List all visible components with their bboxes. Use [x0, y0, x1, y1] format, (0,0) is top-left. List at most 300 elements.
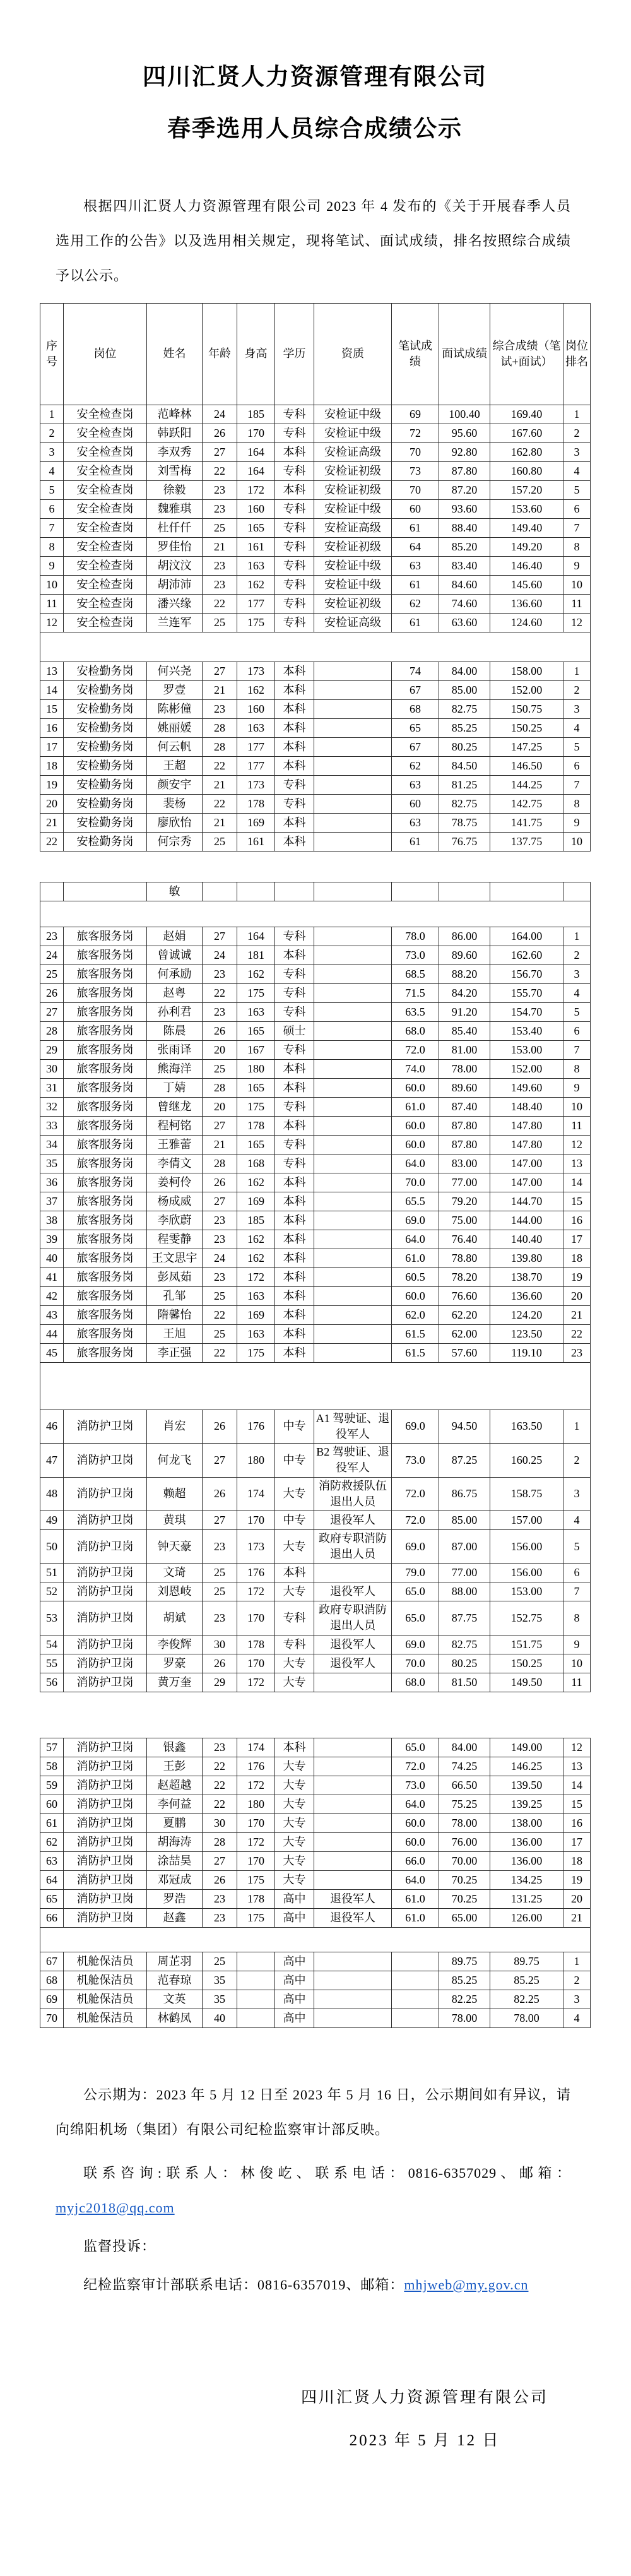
table-cell: 1	[563, 1952, 591, 1971]
table-cell: 消防护卫岗	[64, 1529, 147, 1563]
table-cell: 陈彬僮	[147, 699, 203, 718]
table-cell: 安全检查岗	[64, 613, 147, 632]
table-row	[40, 699, 591, 718]
table-cell: 175	[237, 983, 275, 1002]
table-cell: 21	[40, 813, 64, 832]
table-row	[40, 882, 591, 901]
table-cell: 49	[40, 1511, 64, 1529]
table-cell: 61	[40, 1813, 64, 1832]
table-row	[40, 1795, 591, 1813]
table-cell	[314, 680, 392, 699]
table-cell: 赵鑫	[147, 1908, 203, 1927]
table-cell: 68.0	[392, 1673, 439, 1692]
table-cell: 25	[203, 1324, 237, 1343]
table-cell: 安检勤务岗	[64, 775, 147, 794]
table-cell: 69.0	[392, 1211, 439, 1230]
table-cell: 5	[563, 1002, 591, 1021]
table-cell: 155.70	[490, 983, 563, 1002]
table-cell: 黄万奎	[147, 1673, 203, 1692]
table-cell: 消防护卫岗	[64, 1851, 147, 1870]
table-cell: 黄琪	[147, 1511, 203, 1529]
table-cell	[314, 1738, 392, 1757]
table-cell: 61	[392, 518, 439, 537]
table-cell: 74.0	[392, 1059, 439, 1078]
table-cell: 175	[237, 613, 275, 632]
spacer-row	[40, 1362, 591, 1410]
table-cell: 3	[563, 1990, 591, 2009]
column-header: 综合成绩（笔试+面试）	[490, 303, 563, 405]
table-cell: 23	[203, 1230, 237, 1249]
table-cell: 22	[203, 1757, 237, 1776]
table-cell: 67	[392, 680, 439, 699]
score-table-segment	[40, 1738, 591, 2028]
table-row	[40, 1635, 591, 1654]
table-cell: 163	[237, 1002, 275, 1021]
table-cell	[392, 882, 439, 901]
table-cell: 48	[40, 1477, 64, 1511]
table-cell: 专科	[275, 1040, 314, 1059]
table-cell: 消防护卫岗	[64, 1908, 147, 1927]
table-cell: 王雅蕾	[147, 1135, 203, 1154]
table-cell	[563, 882, 591, 901]
table-cell: 163	[237, 556, 275, 575]
table-cell	[314, 1173, 392, 1192]
table-cell: 89.60	[439, 946, 490, 965]
table-cell: 63	[392, 813, 439, 832]
table-cell: 专科	[275, 1135, 314, 1154]
publicity-period-paragraph: 公示期为：2023 年 5 月 12 日至 2023 年 5 月 16 日，公示期间如有异议，请向绵阳机场（集团）有限公司纪检监察审计部反映。	[56, 2086, 571, 2137]
table-cell: 23	[203, 1267, 237, 1286]
table-cell: 16	[40, 718, 64, 737]
table-cell: 刘雪梅	[147, 461, 203, 480]
table-cell: 姜柯伶	[147, 1173, 203, 1192]
table-cell: 87.80	[439, 1135, 490, 1154]
table-cell: 68.0	[392, 1021, 439, 1040]
table-cell	[314, 1564, 392, 1582]
table-cell: 旅客服务岗	[64, 1040, 147, 1059]
table-cell: 消防护卫岗	[64, 1757, 147, 1776]
table-cell: 5	[40, 480, 64, 499]
table-cell: 180	[237, 1444, 275, 1477]
table-cell	[392, 1990, 439, 2009]
table-cell: 安检勤务岗	[64, 794, 147, 813]
table-cell: 本科	[275, 1211, 314, 1230]
table-cell: 安检证初级	[314, 537, 392, 556]
table-row	[40, 1776, 591, 1795]
spacer-row	[40, 632, 591, 662]
table-cell: 63	[392, 775, 439, 794]
table-cell: 67	[392, 737, 439, 756]
table-cell	[314, 1211, 392, 1230]
table-row	[40, 1511, 591, 1529]
table-cell: 88.20	[439, 965, 490, 983]
table-cell: 80.25	[439, 1654, 490, 1673]
table-cell	[314, 1040, 392, 1059]
table-cell: 23	[203, 1211, 237, 1230]
contact-paragraph	[56, 2156, 571, 2225]
table-cell	[314, 1952, 392, 1971]
table-cell: 26	[40, 983, 64, 1002]
table-cell: 张雨译	[147, 1040, 203, 1059]
signature-company: 四川汇贤人力资源管理有限公司	[300, 2389, 548, 2406]
table-cell: 安检证中级	[314, 575, 392, 594]
table-row	[40, 1002, 591, 1021]
table-row	[40, 1267, 591, 1286]
table-cell: 25	[203, 1564, 237, 1582]
table-cell: 165	[237, 1078, 275, 1097]
table-cell: 54	[40, 1635, 64, 1654]
table-cell: 6	[563, 1564, 591, 1582]
table-cell: 57	[40, 1738, 64, 1757]
table-cell: 消防护卫岗	[64, 1832, 147, 1851]
table-cell: 148.40	[490, 1097, 563, 1116]
table-cell: 23	[203, 1529, 237, 1563]
table-cell: 141.75	[490, 813, 563, 832]
table-cell: 152.00	[490, 1059, 563, 1078]
table-cell: 64.0	[392, 1230, 439, 1249]
table-row	[40, 718, 591, 737]
table-cell	[314, 756, 392, 775]
table-cell: 75.25	[439, 1795, 490, 1813]
table-cell: 32	[40, 1097, 64, 1116]
table-cell: 2	[563, 946, 591, 965]
table-cell: 79.20	[439, 1192, 490, 1211]
table-cell: 7	[563, 1040, 591, 1059]
table-cell	[237, 1990, 275, 2009]
table-cell: 本科	[275, 737, 314, 756]
table-cell	[314, 1813, 392, 1832]
table-row	[40, 1582, 591, 1601]
table-cell	[314, 1795, 392, 1813]
table-cell: 罗浩	[147, 1889, 203, 1908]
table-cell: 173	[237, 775, 275, 794]
table-cell: 31	[40, 1078, 64, 1097]
table-cell: 170	[237, 1601, 275, 1635]
table-cell: 162	[237, 1249, 275, 1267]
table-cell: 72	[392, 424, 439, 442]
table-cell: 9	[40, 556, 64, 575]
table-cell: 43	[40, 1305, 64, 1324]
table-cell: 安全检查岗	[64, 424, 147, 442]
table-cell: 150.75	[490, 699, 563, 718]
table-cell: 专科	[275, 794, 314, 813]
table-cell: 82.25	[490, 1990, 563, 2009]
table-cell: 21	[563, 1305, 591, 1324]
table-cell	[314, 1002, 392, 1021]
table-cell: 162	[237, 1230, 275, 1249]
table-cell: 64	[40, 1870, 64, 1889]
table-cell: 周芷羽	[147, 1952, 203, 1971]
table-cell: 149.20	[490, 537, 563, 556]
column-header: 面试成绩	[439, 303, 490, 405]
table-row	[40, 1757, 591, 1776]
table-cell: 139.80	[490, 1249, 563, 1267]
table-cell: 本科	[275, 480, 314, 499]
table-cell: 专科	[275, 594, 314, 613]
table-cell: 消防护卫岗	[64, 1582, 147, 1601]
table-cell: 退役军人	[314, 1582, 392, 1601]
table-cell: 178	[237, 1635, 275, 1654]
table-cell: 72.0	[392, 1477, 439, 1511]
table-cell: 王文思宇	[147, 1249, 203, 1267]
table-cell: 136.00	[490, 1851, 563, 1870]
table-cell: 172	[237, 1776, 275, 1795]
table-cell: 本科	[275, 756, 314, 775]
table-cell: 1	[563, 662, 591, 680]
table-cell: 27	[40, 1002, 64, 1021]
table-cell: 大专	[275, 1870, 314, 1889]
table-cell: 银鑫	[147, 1738, 203, 1757]
table-cell: 姚丽媛	[147, 718, 203, 737]
table-cell: 142.75	[490, 794, 563, 813]
table-cell: 3	[563, 699, 591, 718]
table-cell: 29	[40, 1040, 64, 1059]
table-cell: 安全检查岗	[64, 537, 147, 556]
table-cell: 55	[40, 1654, 64, 1673]
table-cell: 邓冠成	[147, 1870, 203, 1889]
table-cell	[314, 1249, 392, 1267]
signature-date: 2023 年 5 月 12 日	[349, 2431, 500, 2449]
table-cell: 83.00	[439, 1154, 490, 1173]
table-cell: 162.80	[490, 442, 563, 461]
table-row	[40, 1952, 591, 1971]
table-cell: 162	[237, 575, 275, 594]
table-row	[40, 1154, 591, 1173]
table-cell: 旅客服务岗	[64, 927, 147, 946]
table-cell	[314, 1097, 392, 1116]
table-cell: 9	[563, 556, 591, 575]
table-cell: 93.60	[439, 499, 490, 518]
table-cell: 85.25	[439, 1971, 490, 1990]
spacer-row	[40, 1927, 591, 1952]
table-cell: 27	[203, 1116, 237, 1135]
table-cell: 本科	[275, 1173, 314, 1192]
table-cell: 消防护卫岗	[64, 1601, 147, 1635]
table-cell: 消防救援队伍退出人员	[314, 1477, 392, 1511]
table-cell: 153.40	[490, 1021, 563, 1040]
table-cell: 11	[40, 594, 64, 613]
table-cell: 126.00	[490, 1908, 563, 1927]
table-cell: 何兴尧	[147, 662, 203, 680]
table-cell: 22	[203, 1776, 237, 1795]
discipline-email-link[interactable]: mhjweb@my.gov.cn	[404, 2276, 529, 2293]
table-cell: 王彭	[147, 1757, 203, 1776]
table-cell: 136.60	[490, 1286, 563, 1305]
column-header: 岗位	[64, 303, 147, 405]
table-cell: 61.0	[392, 1889, 439, 1908]
table-row	[40, 499, 591, 518]
table-cell: 139.50	[490, 1776, 563, 1795]
table-cell: 专科	[275, 983, 314, 1002]
table-cell: 87.75	[439, 1601, 490, 1635]
table-cell: 安全检查岗	[64, 405, 147, 424]
column-header: 身高	[237, 303, 275, 405]
table-cell: 7	[563, 775, 591, 794]
table-cell: 14	[563, 1776, 591, 1795]
table-cell: 169	[237, 1305, 275, 1324]
table-cell: 60.0	[392, 1135, 439, 1154]
table-cell: 153.00	[490, 1040, 563, 1059]
table-cell: 60	[392, 794, 439, 813]
table-cell: B2 驾驶证、退役军人	[314, 1444, 392, 1477]
table-cell: 51	[40, 1564, 64, 1582]
table-cell: 安检证高级	[314, 518, 392, 537]
table-cell: 7	[563, 518, 591, 537]
table-cell: 消防护卫岗	[64, 1776, 147, 1795]
table-cell: 2	[563, 424, 591, 442]
table-cell: 曾继龙	[147, 1097, 203, 1116]
table-cell: 162	[237, 965, 275, 983]
table-cell: 165	[237, 518, 275, 537]
table-cell	[314, 1267, 392, 1286]
table-cell: 2	[563, 680, 591, 699]
table-row	[40, 2009, 591, 2027]
table-cell: 17	[563, 1832, 591, 1851]
table-cell: 6	[563, 756, 591, 775]
table-cell: 73.0	[392, 1444, 439, 1477]
table-cell: 23	[40, 927, 64, 946]
table-cell: 62.20	[439, 1305, 490, 1324]
table-cell: 61.0	[392, 1097, 439, 1116]
table-row	[40, 1305, 591, 1324]
column-header: 岗位排名	[563, 303, 591, 405]
table-cell: 70.0	[392, 1654, 439, 1673]
table-row	[40, 680, 591, 699]
table-cell: 7	[563, 1582, 591, 1601]
table-cell: 7	[40, 518, 64, 537]
table-cell: 文英	[147, 1990, 203, 2009]
table-cell: 167.60	[490, 424, 563, 442]
table-cell: 24	[203, 946, 237, 965]
table-cell: 60.5	[392, 1267, 439, 1286]
table-cell: 144.70	[490, 1192, 563, 1211]
table-cell	[314, 737, 392, 756]
table-row	[40, 1230, 591, 1249]
table-cell: 18	[563, 1851, 591, 1870]
table-cell: 69.0	[392, 1410, 439, 1443]
table-row	[40, 1813, 591, 1832]
table-cell: 30	[203, 1813, 237, 1832]
table-cell: 163.50	[490, 1410, 563, 1443]
table-row	[40, 1173, 591, 1192]
table-row	[40, 594, 591, 613]
contact-email-link[interactable]: myjc2018@qq.com	[56, 2199, 175, 2216]
table-row	[40, 1889, 591, 1908]
table-cell: 29	[203, 1673, 237, 1692]
table-cell: 178	[237, 1116, 275, 1135]
discipline-text: 纪检监察审计部联系电话：0816-6357019、邮箱：	[83, 2276, 404, 2293]
table-cell: 35	[203, 1971, 237, 1990]
table-cell: 172	[237, 1673, 275, 1692]
table-cell	[314, 1757, 392, 1776]
table-cell: 22	[203, 1343, 237, 1362]
table-cell: 161	[237, 537, 275, 556]
table-cell: 廖欣怡	[147, 813, 203, 832]
table-cell: 140.40	[490, 1230, 563, 1249]
table-cell: 消防护卫岗	[64, 1738, 147, 1757]
table-cell: 旅客服务岗	[64, 1059, 147, 1078]
intro-paragraph: 根据四川汇贤人力资源管理有限公司 2023 年 4 发布的《关于开展春季人员选用工作的公告》以及选用相关规定，现将笔试、面试成绩，排名按照综合成绩予以公示。	[56, 198, 571, 283]
table-cell: 30	[40, 1059, 64, 1078]
table-cell: 85.25	[439, 718, 490, 737]
table-cell: 76.40	[439, 1230, 490, 1249]
table-cell: 60.0	[392, 1813, 439, 1832]
table-cell: 24	[203, 1249, 237, 1267]
table-cell: 45	[40, 1343, 64, 1362]
table-cell: 64.0	[392, 1795, 439, 1813]
table-cell: 170	[237, 1511, 275, 1529]
table-cell: 10	[563, 1097, 591, 1116]
table-cell: 89.75	[490, 1952, 563, 1971]
score-table-segment	[40, 303, 591, 852]
table-cell: 21	[563, 1908, 591, 1927]
table-cell	[237, 1952, 275, 1971]
table-cell: 本科	[275, 1078, 314, 1097]
table-cell: 4	[563, 718, 591, 737]
table-cell: 高中	[275, 1908, 314, 1927]
table-cell: 162.60	[490, 946, 563, 965]
table-cell: 170	[237, 1813, 275, 1832]
table-cell: 潘兴缘	[147, 594, 203, 613]
table-cell	[314, 2009, 392, 2027]
table-cell: 60.0	[392, 1116, 439, 1135]
table-cell: 李双秀	[147, 442, 203, 461]
table-cell: 158.00	[490, 662, 563, 680]
table-cell: 本科	[275, 1267, 314, 1286]
table-cell	[392, 1971, 439, 1990]
table-cell: 35	[40, 1154, 64, 1173]
table-cell: 65.0	[392, 1738, 439, 1757]
table-cell: 85.00	[439, 1511, 490, 1529]
table-cell: 5	[563, 1529, 591, 1563]
doc-title-company: 四川汇贤人力资源管理有限公司	[143, 64, 487, 90]
table-cell: 退役军人	[314, 1511, 392, 1529]
table-cell: 安检证中级	[314, 405, 392, 424]
table-cell: 100.40	[439, 405, 490, 424]
table-cell: 82.75	[439, 699, 490, 718]
table-cell: 175	[237, 1097, 275, 1116]
table-cell: 3	[40, 442, 64, 461]
table-cell: 28	[203, 737, 237, 756]
table-cell: 20	[203, 1097, 237, 1116]
table-cell: 10	[40, 575, 64, 594]
table-row	[40, 1324, 591, 1343]
table-cell: 154.70	[490, 1002, 563, 1021]
table-row	[40, 813, 591, 832]
table-cell: 4	[40, 461, 64, 480]
table-cell: 28	[203, 1154, 237, 1173]
table-cell: 145.60	[490, 575, 563, 594]
table-cell: 22	[203, 1305, 237, 1324]
table-row	[40, 1021, 591, 1040]
table-cell	[314, 1832, 392, 1851]
table-cell: 66.0	[392, 1851, 439, 1870]
table-cell	[314, 1078, 392, 1097]
table-cell: 专科	[275, 1002, 314, 1021]
table-cell: 22	[203, 1795, 237, 1813]
table-cell: 安全检查岗	[64, 480, 147, 499]
table-cell: 旅客服务岗	[64, 1267, 147, 1286]
table-cell: 11	[563, 1116, 591, 1135]
table-cell: 硕士	[275, 1021, 314, 1040]
table-cell: 政府专职消防退出人员	[314, 1601, 392, 1635]
table-cell: 旅客服务岗	[64, 946, 147, 965]
table-cell: 26	[203, 1870, 237, 1889]
table-cell: 92.80	[439, 442, 490, 461]
table-cell: 机舱保洁员	[64, 2009, 147, 2027]
table-cell	[314, 1673, 392, 1692]
table-cell: 本科	[275, 946, 314, 965]
